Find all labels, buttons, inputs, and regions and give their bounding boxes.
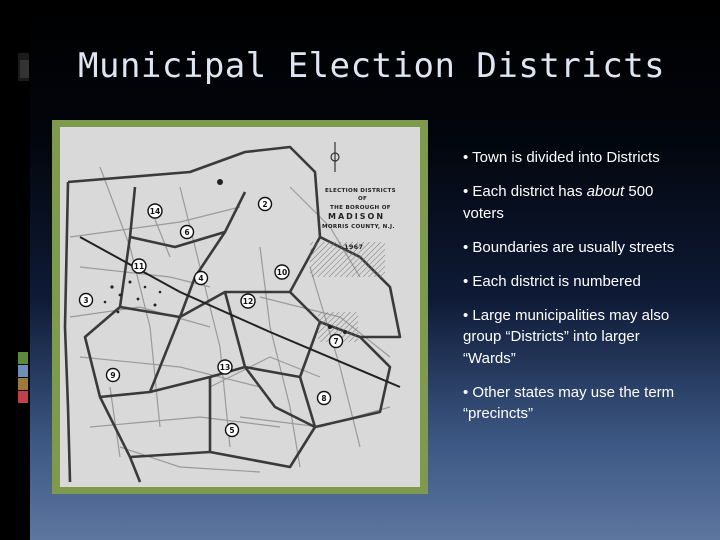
district-number: 6	[184, 228, 190, 237]
district-number: 9	[110, 371, 116, 380]
map-title-line-2: OF	[358, 196, 368, 202]
map-legend	[322, 188, 396, 251]
district-number: 2	[262, 200, 268, 209]
north-arrow-icon	[331, 142, 339, 172]
district-number: 13	[219, 363, 231, 372]
bullet-emphasis: about	[586, 183, 625, 200]
bullet-item: • Boundaries are usually streets	[463, 238, 675, 256]
bullet-item: • Each district is numbered	[463, 272, 641, 290]
accent-block-red	[18, 391, 28, 403]
map-title-line-4: MADISON	[328, 212, 386, 221]
bullet-item: • Other states may use the term “precincts”	[463, 383, 675, 422]
bullet-list	[463, 147, 693, 437]
district-number: 5	[229, 426, 235, 435]
district-number: 7	[333, 337, 339, 346]
slide-title: Municipal Election Districts	[78, 46, 666, 86]
election-district-map	[60, 127, 420, 487]
bullet-text: 500 voters	[463, 183, 654, 222]
bullet-item	[463, 181, 693, 224]
map-title-line-5: MORRIS COUNTY, N.J.	[322, 224, 395, 230]
map-title-line-3: THE BOROUGH OF	[330, 205, 391, 211]
map-year: 1967	[344, 243, 364, 251]
district-number: 11	[133, 262, 145, 271]
accent-block-gold	[18, 378, 28, 390]
district-number: 3	[83, 296, 89, 305]
district-number: 14	[149, 207, 161, 216]
bullet-item: • Town is divided into Districts	[463, 149, 660, 166]
district-number: 12	[242, 297, 254, 306]
map-drawing	[60, 127, 420, 487]
district-number: 10	[276, 268, 288, 277]
bullet-text: • Each district has	[463, 183, 587, 200]
bullet-item: • Large municipalities may also group “Districts” into larger “Wards”	[463, 306, 670, 367]
district-number: 8	[321, 394, 327, 403]
district-number: 4	[198, 274, 204, 283]
left-accent-bar-inner	[20, 60, 29, 78]
accent-block-green	[18, 352, 28, 364]
map-title-line-1: ELECTION DISTRICTS	[325, 188, 396, 194]
accent-block-blue	[18, 365, 28, 377]
